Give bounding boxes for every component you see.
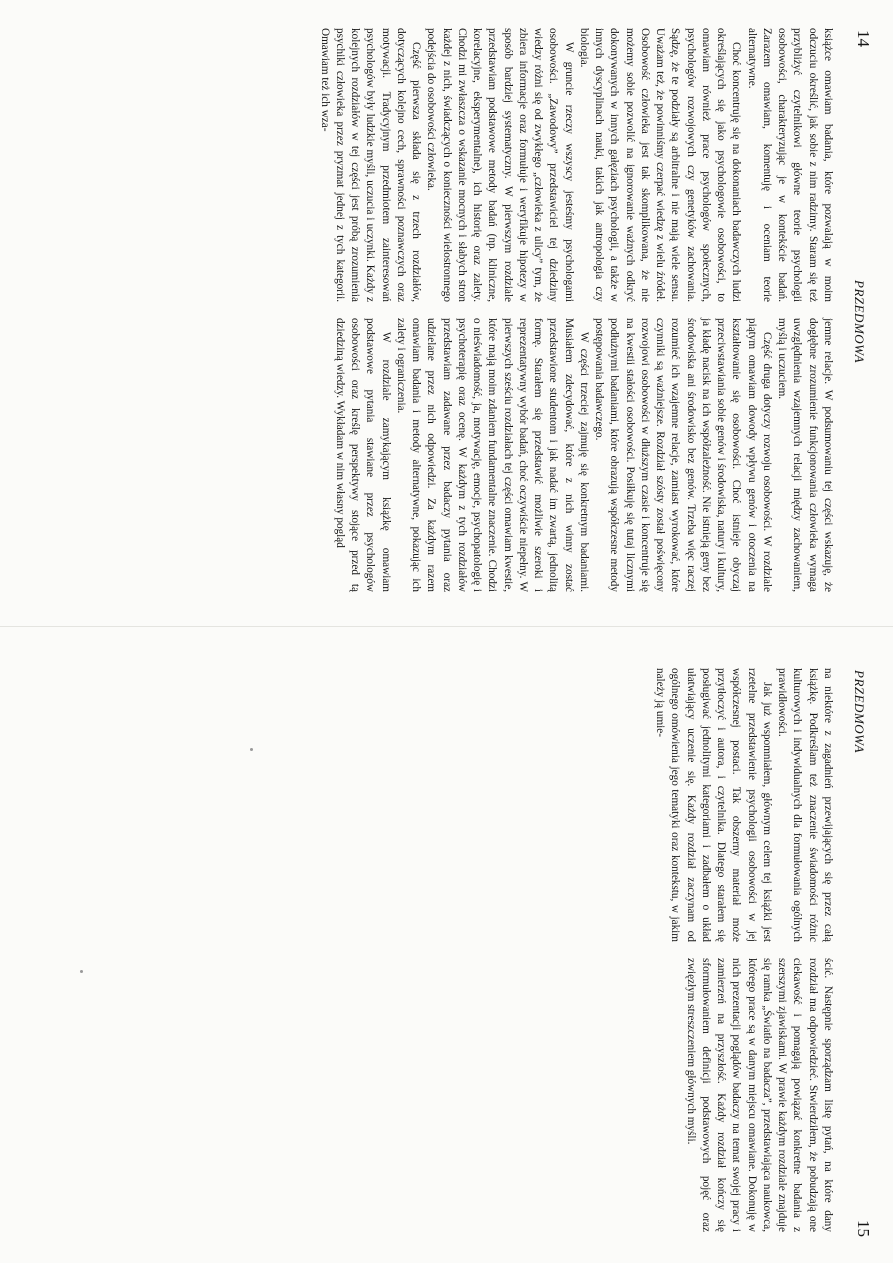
paragraph: na niektóre z zagadnień przewijających się przez całą książkę. Podkreślam też znaczenie świadomości różnic kulturowych i indywidualnych dla formułowania ogólnych prawidłowości. [776, 668, 834, 942]
paragraph: W rozdziale zamykającym książkę omawiam podstawowe pytania stawiane przez psychologów osobowości oraz kreślę perspektywy stojące przed tą dziedziną wiedzy. Wykładam w nim własny pogląd [334, 318, 392, 592]
scan-speck [250, 748, 253, 751]
paragraph: Część druga dotyczy rozwoju osobowości. W rozdziale piątym omawiam dowody wpływu genów i otoczenia na kształtowanie się osobowości. Choć istnieje obyczaj przeciwstawiania sobie genów i środowiska, natury i kultury, ja kładę nacisk na ich współzależność. Nie istnieją geny bez środowiska ani środowisko bez genów. Trzeba więc raczej rozumieć ich wzajemne relacje, zamiast wyrokować, które czynniki są ważniejsze. Rozdział szósty został poświęcony rozwojowi osobowości w dłuższym czasie i koncentruje się na kwestii stałości osobowości. Posiłkuję się tutaj licznymi podłużnymi badaniami, które obrazują współczesne metody postępowania badawczego. [593, 318, 773, 592]
paragraph: Choć koncentruję się na dokonaniach badawczych ludzi określających się jako psychologowie osobowości, to omawiam również prace psychologów społecznych, psychologów rozwojowych czy genetyków zachowania. Sądzę, że te podziały są arbitralne i nie mają wiele sensu. Uważam też, że powinniśmy czerpać wiedzę z wielu źródeł. Osobowość człowieka jest tak skomplikowana, że nie możemy sobie pozwolić na ignorowanie ważnych odkryć dokonywanych w innych gałęziach psychologii, a także w innych dyscyplinach nauki, takich jak antropologia czy biologia. [578, 28, 743, 302]
paragraph: jemne relacje. W podsumowaniu tej części wskazuję, że dogłębne zrozumienie funkcjonowania człowieka wymaga uwzględnienia wzajemnych relacji między zachowaniem, myślą i uczuciem. [776, 318, 834, 592]
left-page-column-1 [317, 28, 836, 302]
left-page-column-2 [332, 318, 835, 592]
paragraph: W części trzeciej zajmuję się konkretnym badaniami. Musiałem zdecydować, które z nich winny zostać przedstawione studentom i jak nadać im zwartą, jednolitą formę. Starałem się przedstawić możliwie szeroki i reprezentatywny wybór badań, choć oczywiście niepełny. W pierwszych sześciu rozdziałach tej części omawiam kwestie, które mają moim zdaniem fundamentalne znaczenie. Chodzi o nieświadomość, ja, motywację, emocje, psychopatologię i psychoterapię oraz ocenę. W każdym z tych rozdziałów przedstawiam zadawane przez badaczy pytania oraz udzielane przez nich odpowiedzi. Za każdym razem omawiam badania i metody alternatywne, pokazując ich zalety i ograniczenia. [395, 318, 590, 592]
right-page-column-2 [683, 958, 836, 1232]
page-number: 14 [854, 30, 873, 47]
paragraph: Część pierwsza składa się z trzech rozdziałów, dotyczących kolejno cech, sprawności poznawczych oraz motywacji. Tradycyjnym przedmiotem zainteresowań psychologów były ludzkie myśli, uczucia i uczynki. Każdy z kolejnych rozdziałów w tej części jest próbą zrozumienia psychiki człowieka przez pryzmat jednej z tych kategorii. Omawiam też ich wza- [318, 28, 423, 302]
paragraph: Jak już wspomniałem, głównym celem tej książki jest rzetelne przedstawienie psychologii osobowości w jej współczesnej postaci. Tak obszerny materiał może przytłoczyć i autora, i czytelnika. Dlatego starałem się posługiwać jednolitymi kategoriami i zadbałem o układ ułatwiający uczenie się. Każdy rozdział zaczynam od ogólnego omówienia jego tematyki oraz kontekstu, w jakim należy ją umie- [654, 668, 773, 942]
right-page [0, 630, 893, 1263]
page-number: 15 [854, 1220, 873, 1237]
running-head: PRZEDMOWA [852, 280, 867, 364]
left-page [0, 0, 893, 630]
right-page-column-1 [652, 668, 835, 942]
scan-speck [80, 970, 83, 973]
paragraph: W gruncie rzeczy wszyscy jesteśmy psychologami osobowości. „Zawodowy” przedstawiciel tej dziedziny wiedzy różni się od zwykłego „człowieka z ulicy” tym, że zbiera informacje oraz formułuje i weryfikuje hipotezy w sposób bardziej systematyczny. W pierwszym rozdziale przedstawiam podstawowe metody badań (np. kliniczne, korelacyjne, eksperymentalne), ich historię oraz zalety. Chodzi mi zwłaszcza o wskazanie mocnych i słabych stron każdej z nich, świadczących o konieczności wielostronnego podejścia do osobowości człowieka. [425, 28, 575, 302]
paragraph: książce omawiam badania, które pozwalają w moim odczuciu określić, jak sobie z nim radzimy. Staram się też przybliżyć czytelnikowi główne teorie psychologii osobowości, charakteryzując je w kontekście badań. Zarazem omawiam, komentuję i oceniam teorie alternatywne. [745, 28, 834, 302]
running-head: PRZEDMOWA [852, 670, 867, 754]
paragraph: ścić. Następnie sporządzam listę pytań, na które dany rozdział ma odpowiedzieć. Stwierdziłem, że pobudzają one ciekawość i pomagają powiązać konkretne badania z szerszymi zjawiskami. W prawie każdym rozdziale znajduje się ramka „Światło na badacza”, przedstawiająca naukowca, którego prace są w danym miejscu omawiane. Dokonuję w nich prezentacji poglądów badaczy na temat swojej pracy i zamierzeń na przyszłość. Każdy rozdział kończy się sformułowaniem definicji podstawowych pojęć oraz zwięzłym streszczeniem głównych myśli. [684, 958, 834, 1232]
page-gutter [0, 626, 893, 627]
